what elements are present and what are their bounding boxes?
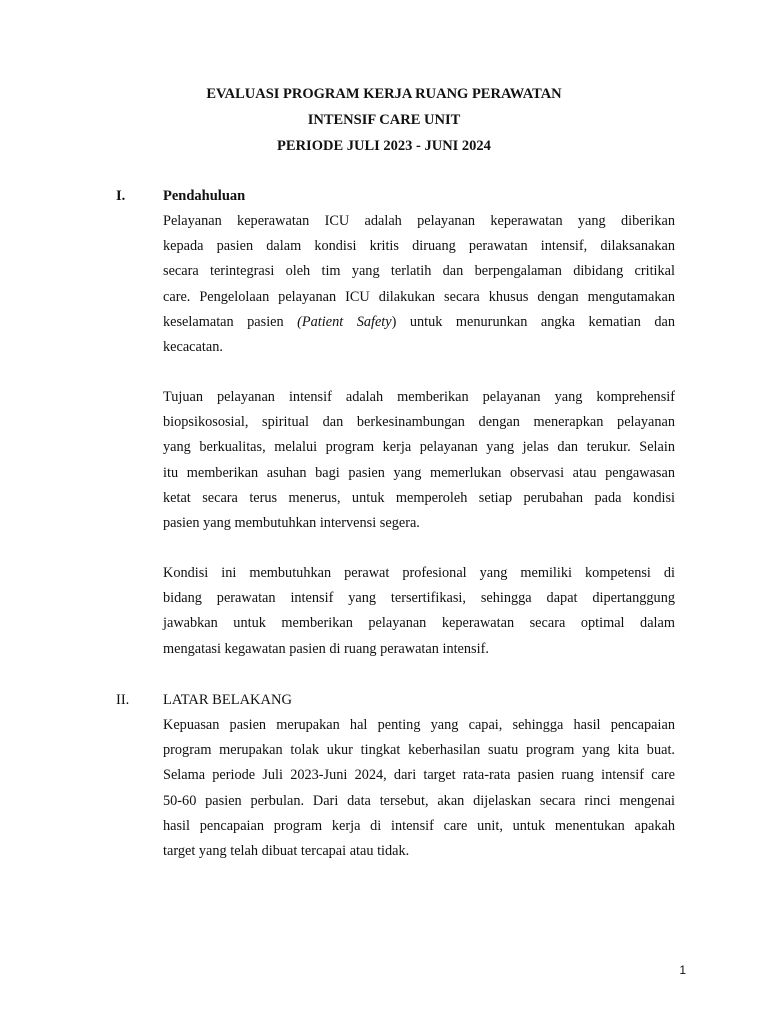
text-segment: keselamatan pasien [163, 313, 298, 330]
text-line: kecacatan. [163, 338, 223, 355]
page-number: 1 [679, 963, 686, 977]
text-line: jawabkan untuk memberikan pelayanan keperawatan secara optimal dalam [163, 615, 675, 632]
text-line: secara terintegrasi oleh tim yang terlatih dan berpengalaman dibidang critikal [163, 263, 675, 280]
section-2-heading: LATAR BELAKANG [163, 692, 292, 708]
text-line: hasil pencapaian program kerja di intensif care unit, untuk menentukan apakah [163, 817, 675, 834]
text-line [163, 310, 675, 335]
text-segment: ) untuk menurunkan angka kematian dan [391, 313, 676, 330]
title-line-1: EVALUASI PROGRAM KERJA RUANG PERAWATAN [206, 86, 562, 102]
text-line: yang berkualitas, melalui program kerja pelayanan yang jelas dan terukur. Selain [163, 439, 675, 456]
section-1-paragraph-2 [163, 385, 675, 536]
section-1-number: I. [116, 188, 126, 204]
text-line: Kepuasan pasien merupakan hal penting yang capai, sehingga hasil pencapaian [163, 717, 675, 733]
text-line: Pelayanan keperawatan ICU adalah pelayanan keperawatan yang diberikan [163, 213, 675, 229]
title-line-3: PERIODE JULI 2023 - JUNI 2024 [277, 138, 491, 154]
text-line: biopsikososial, spiritual dan berkesinambungan dengan menerapkan pelayanan [163, 414, 675, 431]
section-1-heading: Pendahuluan [163, 188, 246, 204]
text-line: Kondisi ini membutuhkan perawat profesional yang memiliki kompetensi di [163, 565, 675, 581]
text-line: Tujuan pelayanan intensif adalah memberikan pelayanan yang komprehensif [163, 389, 675, 405]
text-line: pasien yang membutuhkan intervensi segera. [163, 514, 420, 531]
text-line: kepada pasien dalam kondisi kritis diruang perawatan intensif, dilaksanakan [163, 238, 675, 255]
text-line: mengatasi kegawatan pasien di ruang perawatan intensif. [163, 640, 489, 657]
text-line: 50-60 pasien perbulan. Dari data tersebut, akan dijelaskan secara rinci mengenai [163, 792, 675, 809]
section-2-number: II. [116, 692, 130, 708]
italic-term: (Patient Safety [297, 313, 392, 330]
text-line: bidang perawatan intensif yang tersertifikasi, sehingga dapat dipertanggung [163, 590, 675, 607]
text-line: Selama periode Juli 2023-Juni 2024, dari target rata-rata pasien ruang intensif care [163, 767, 675, 784]
text-line: program merupakan tolak ukur tingkat keberhasilan suatu program yang kita buat. [163, 742, 675, 759]
section-2-paragraph-1 [163, 713, 675, 864]
text-line: target yang telah dibuat tercapai atau tidak. [163, 842, 410, 859]
section-1-paragraph-3 [163, 561, 675, 662]
text-line: itu memberikan asuhan bagi pasien yang memerlukan observasi atau pengawasan [163, 464, 675, 481]
text-line: care. Pengelolaan pelayanan ICU dilakukan secara khusus dengan mengutamakan [163, 288, 675, 305]
section-1-paragraph-1 [163, 209, 675, 360]
title-line-2: INTENSIF CARE UNIT [307, 112, 461, 128]
text-line: ketat secara terus menerus, untuk memperoleh setiap perubahan pada kondisi [163, 489, 675, 506]
